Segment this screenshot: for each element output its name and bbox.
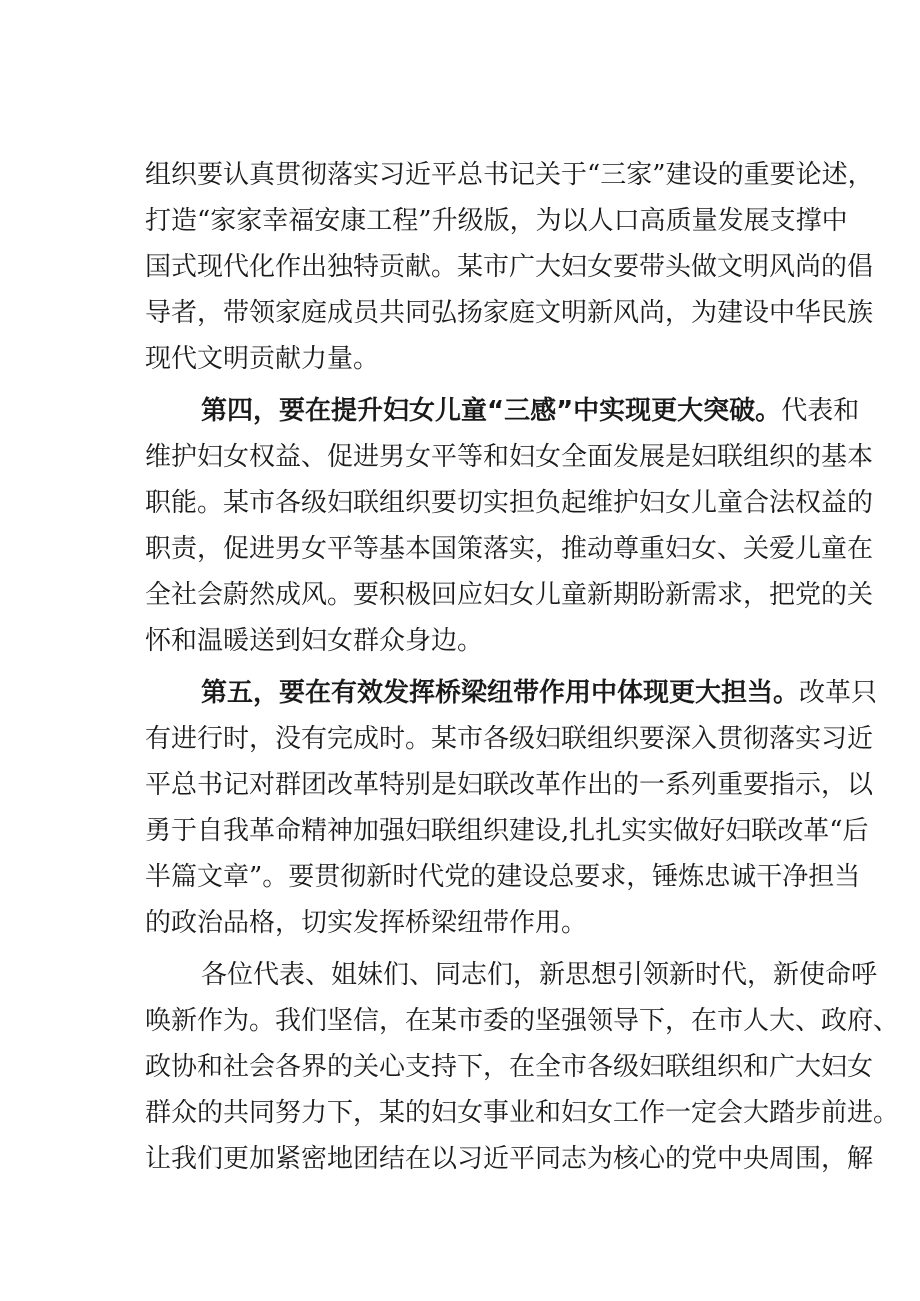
paragraph-first-line xyxy=(145,388,860,434)
paragraph-line: 群众的共同努力下，某的妇女事业和妇女工作一定会大踏步前进。 xyxy=(145,1098,900,1128)
paragraph-4 xyxy=(145,952,900,1182)
paragraph-first-line: 各位代表、姐妹们、同志们，新思想引领新时代，新使命呼 xyxy=(201,960,878,990)
paragraph-3 xyxy=(145,670,878,946)
paragraph-1 xyxy=(145,152,874,382)
paragraph-heading: 第五，要在有效发挥桥梁纽带作用中体现更大担当。 xyxy=(201,678,800,708)
paragraph-line: 职责，促进男女平等基本国策落实，推动尊重妇女、关爱儿童在 xyxy=(145,534,874,564)
paragraph-line: 政协和社会各界的关心支持下，在全市各级妇联组织和广大妇女 xyxy=(145,1052,874,1082)
paragraph-line: 唤新作为。我们坚信，在某市委的坚强领导下，在市人大、政府、 xyxy=(145,1006,900,1036)
paragraph-line: 现代文明贡献力量。 xyxy=(145,344,380,374)
paragraph-line: 导者，带领家庭成员共同弘扬家庭文明新风尚，为建设中华民族 xyxy=(145,298,874,328)
paragraph-line: 勇于自我革命精神加强妇联组织建设,扎扎实实做好妇联改革“后 xyxy=(145,816,869,846)
paragraph-line: 的政治品格，切实发挥桥梁纽带作用。 xyxy=(145,908,588,938)
paragraph-2 xyxy=(145,388,874,664)
paragraph-line: 怀和温暖送到妇女群众身边。 xyxy=(145,626,484,656)
paragraph-first-line xyxy=(145,670,878,716)
paragraph-line: 半篇文章”。要贯彻新时代党的建设总要求，锤炼忠诚干净担当 xyxy=(145,862,861,892)
paragraph-line: 让我们更加紧密地团结在以习近平同志为核心的党中央周围，解 xyxy=(145,1144,874,1174)
paragraph-line: 平总书记对群团改革特别是妇联改革作出的一系列重要指示，以 xyxy=(145,770,874,800)
document-body xyxy=(145,152,900,1182)
paragraph-line: 有进行时，没有完成时。某市各级妇联组织要深入贯彻落实习近 xyxy=(145,724,874,754)
paragraph-line: 全社会蔚然成风。要积极回应妇女儿童新期盼新需求，把党的关 xyxy=(145,580,874,610)
paragraph-first-line-rest: 代表和 xyxy=(781,396,860,426)
paragraph-heading: 第四，要在提升妇女儿童“三感”中实现更大突破。 xyxy=(201,396,782,426)
paragraph-line: 维护妇女权益、促进男女平等和妇女全面发展是妇联组织的基本 xyxy=(145,442,874,472)
paragraph-line: 国式现代化作出独特贡献。某市广大妇女要带头做文明风尚的倡 xyxy=(145,252,874,282)
paragraph-line: 组织要认真贯彻落实习近平总书记关于“三家”建设的重要论述， xyxy=(145,160,874,190)
paragraph-line: 职能。某市各级妇联组织要切实担负起维护妇女儿童合法权益的 xyxy=(145,488,874,518)
paragraph-first-line-rest: 改革只 xyxy=(799,678,878,708)
paragraph-line: 打造“家家幸福安康工程”升级版，为以人口高质量发展支撑中 xyxy=(145,206,848,236)
